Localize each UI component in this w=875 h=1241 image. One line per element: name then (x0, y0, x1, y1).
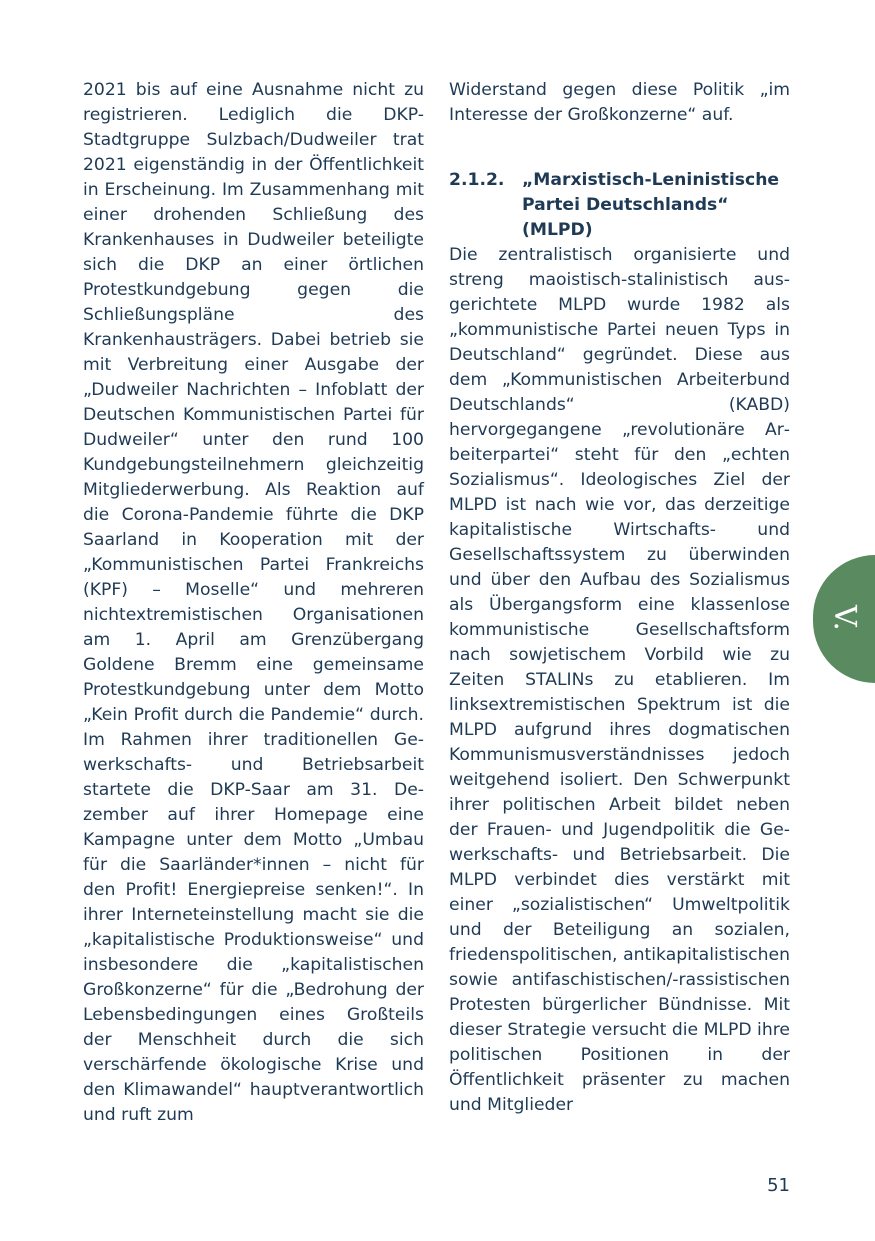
continued-paragraph: Widerstand gegen diese Politik „im Interesse der Großkonzerne“ auf. (449, 80, 790, 125)
section-title: „Marxistisch-Leninistische Partei Deutschlands“ (MLPD) (522, 170, 780, 240)
section-body-paragraph: Die zentralistisch organisierte und streng maoistisch-stalinistisch ausgerichtete MLPD wurde 1982 als „kommunistische Partei neuen Typs in Deutschland“ gegründet. Diese aus dem „Kommunistischen Arbeiterbund Deutschlands“ (KABD) hervorgegangene „revolutionäre Arbeiterpartei“ steht für den „echten Sozialismus“. Ideologisches Ziel der MLPD ist nach wie vor, das derzeitige kapitalistische Wirtschafts- und Gesellschaftssystem zu überwinden und über den Aufbau des Sozialismus als Übergangsform eine klassenlose kommunistische Gesellschaftsform nach sowjetischem Vorbild wie zu Zeiten STALINs zu etablieren. Im linksextremistischen Spektrum ist die MLPD aufgrund ihres dogmatischen Kommunismusverständnisses jedoch weitgehend isoliert. Den Schwerpunkt ihrer politischen Arbeit bildet neben der Frauen- und Jugendpolitik die Gewerkschafts- und Betriebsarbeit. Die MLPD verbindet dies verstärkt mit einer „sozialistischen“ Umweltpolitik und der Beteiligung an sozialen, friedenspolitischen, antikapitalistischen sowie antifaschistischen/-rassistischen Protesten bürgerlicher Bündnisse. Mit dieser Strategie versucht die MLPD ihre politischen Positionen in der Öffentlichkeit präsenter zu machen und Mitglieder (449, 245, 790, 1115)
page-number: 51 (767, 1175, 790, 1196)
chapter-tab-label: V. (827, 605, 862, 631)
chapter-tab (813, 555, 875, 683)
left-text-column (83, 78, 424, 1128)
section-number: 2.1.2. (449, 170, 505, 190)
section-spacer (449, 128, 790, 168)
right-text-column (449, 78, 790, 1118)
section-heading (449, 168, 790, 243)
left-column-paragraph: 2021 bis auf eine Ausnahme nicht zu registrieren. Lediglich die DKP-Stadtgruppe Sulzbach/Dudweiler trat 2021 eigenständig in der Öffentlichkeit in Erscheinung. Im Zusammenhang mit einer drohenden Schließung des Krankenhauses in Dudweiler beteiligte sich die DKP an einer örtlichen Protestkundgebung gegen die Schließungspläne des Krankenhausträgers. Dabei betrieb sie mit Verbreitung einer Ausgabe der „Dudweiler Nachrichten – Infoblatt der Deutschen Kommunistischen Partei für Dudweiler“ unter den rund 100 Kundgebungsteilnehmern gleichzeitig Mitgliederwerbung. Als Reaktion auf die Corona-Pandemie führte die DKP Saarland in Kooperation mit der „Kommunistischen Partei Frankreichs (KPF) – Moselle“ und mehreren nichtextremistischen Organisationen am 1. April am Grenzübergang Goldene Bremm eine gemeinsame Protestkundgebung unter dem Motto „Kein Profit durch die Pandemie“ durch. Im Rahmen ihrer traditionellen Gewerkschafts- und Betriebsarbeit startete die DKP-Saar am 31. Dezember auf ihrer Homepage eine Kampagne unter dem Motto „Umbau für die Saarländer*innen – nicht für den Profit! Energiepreise senken!“. In ihrer Interneteinstellung macht sie die „kapitalistische Produktionsweise“ und insbesondere die „kapitalistischen Großkonzerne“ für die „Bedrohung der Lebensbedingungen eines Großteils der Menschheit durch die sich verschärfende ökologische Krise und den Klimawandel“ hauptverantwortlich und ruft zum (83, 80, 424, 1125)
